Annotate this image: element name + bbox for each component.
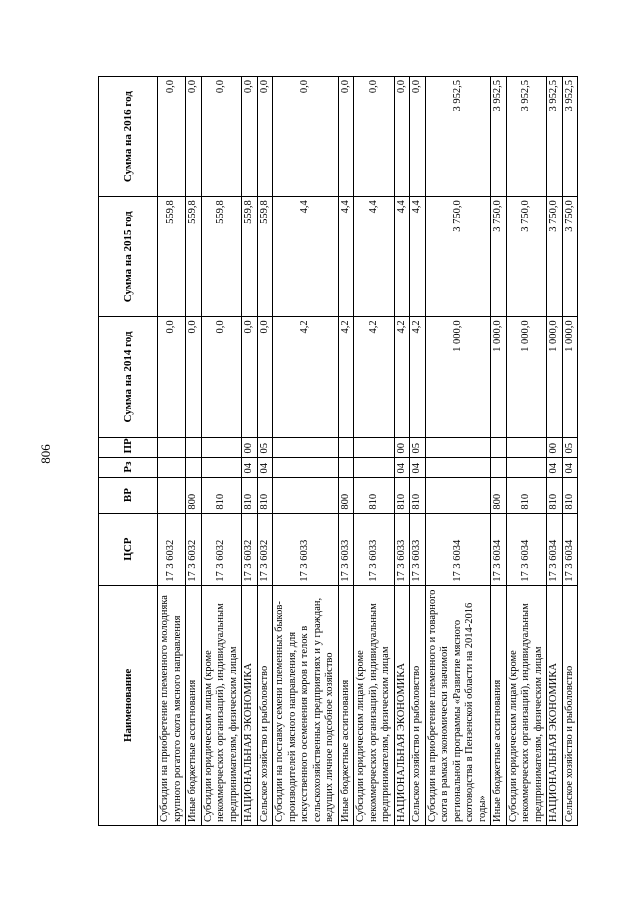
table-row [506, 77, 547, 826]
cell-sum-2015: 559,8 [242, 197, 258, 317]
cell-name: Субсидии юридическим лицам (кроме некоммерческих организаций), индивидуальным предпринимателям, физическим лицам [354, 585, 395, 825]
cell-sum-2015: 3 750,0 [547, 197, 563, 317]
cell-sum-2014: 0,0 [242, 317, 258, 437]
cell-vr: 810 [394, 477, 410, 513]
cell-csr: 17 3 6034 [491, 513, 507, 585]
table-header-row [99, 77, 158, 826]
cell-rz: 04 [410, 457, 426, 477]
cell-csr: 17 3 6033 [273, 513, 339, 585]
header-pr: ПР [99, 437, 158, 457]
cell-csr: 17 3 6033 [410, 513, 426, 585]
cell-sum-2016: 0,0 [186, 77, 202, 197]
cell-vr: 810 [562, 477, 578, 513]
cell-rz [338, 457, 354, 477]
cell-csr: 17 3 6034 [425, 513, 491, 585]
table-row [491, 77, 507, 826]
cell-sum-2015: 4,4 [410, 197, 426, 317]
cell-vr: 810 [547, 477, 563, 513]
cell-pr [273, 437, 339, 457]
cell-sum-2016: 0,0 [273, 77, 339, 197]
header-csr: ЦСР [99, 513, 158, 585]
cell-sum-2016: 0,0 [201, 77, 242, 197]
cell-csr: 17 3 6033 [394, 513, 410, 585]
cell-sum-2015: 3 750,0 [425, 197, 491, 317]
cell-sum-2014: 4,2 [394, 317, 410, 437]
table-row [410, 77, 426, 826]
cell-vr: 810 [506, 477, 547, 513]
cell-sum-2016: 0,0 [242, 77, 258, 197]
cell-name: Субсидии юридическим лицам (кроме некоммерческих организаций), индивидуальным предпринимателям, физическим лицам [506, 585, 547, 825]
cell-name: Сельское хозяйство и рыболовство [257, 585, 273, 825]
cell-vr [158, 477, 186, 513]
cell-sum-2015: 559,8 [201, 197, 242, 317]
cell-sum-2016: 3 952,5 [562, 77, 578, 197]
cell-rz [425, 457, 491, 477]
cell-pr: 00 [242, 437, 258, 457]
cell-name: Иные бюджетные ассигнования [338, 585, 354, 825]
cell-name: НАЦИОНАЛЬНАЯ ЭКОНОМИКА [547, 585, 563, 825]
cell-sum-2015: 3 750,0 [562, 197, 578, 317]
cell-sum-2015: 4,4 [338, 197, 354, 317]
cell-csr: 17 3 6032 [158, 513, 186, 585]
cell-sum-2014: 0,0 [201, 317, 242, 437]
cell-sum-2014: 4,2 [354, 317, 395, 437]
cell-sum-2014: 4,2 [273, 317, 339, 437]
cell-csr: 17 3 6034 [547, 513, 563, 585]
cell-sum-2015: 4,4 [273, 197, 339, 317]
cell-rz [491, 457, 507, 477]
cell-sum-2016: 0,0 [257, 77, 273, 197]
cell-rz: 04 [562, 457, 578, 477]
cell-vr: 810 [201, 477, 242, 513]
cell-pr: 00 [547, 437, 563, 457]
cell-csr: 17 3 6032 [257, 513, 273, 585]
cell-name: НАЦИОНАЛЬНАЯ ЭКОНОМИКА [242, 585, 258, 825]
cell-rz [354, 457, 395, 477]
cell-sum-2016: 3 952,5 [547, 77, 563, 197]
table-row [562, 77, 578, 826]
table-row [394, 77, 410, 826]
cell-csr: 17 3 6034 [562, 513, 578, 585]
table-row [186, 77, 202, 826]
cell-sum-2014: 1 000,0 [547, 317, 563, 437]
cell-sum-2014: 0,0 [158, 317, 186, 437]
table-row [338, 77, 354, 826]
cell-sum-2015: 3 750,0 [491, 197, 507, 317]
cell-sum-2014: 4,2 [338, 317, 354, 437]
cell-vr: 810 [410, 477, 426, 513]
table-body [158, 77, 578, 826]
table-row [158, 77, 186, 826]
cell-pr [201, 437, 242, 457]
cell-name: Субсидии на приобретение племенного молодняка крупного рогатого скота мясного направления [158, 585, 186, 825]
budget-table [98, 76, 578, 826]
header-sum-2016: Сумма на 2016 год [99, 77, 158, 197]
cell-rz: 04 [394, 457, 410, 477]
cell-csr: 17 3 6032 [186, 513, 202, 585]
cell-pr: 05 [410, 437, 426, 457]
cell-pr [425, 437, 491, 457]
page-number: 806 [38, 444, 53, 464]
table-row [425, 77, 491, 826]
cell-sum-2014: 0,0 [257, 317, 273, 437]
header-name: Наименование [99, 585, 158, 825]
cell-csr: 17 3 6033 [338, 513, 354, 585]
cell-name: Сельское хозяйство и рыболовство [410, 585, 426, 825]
cell-sum-2015: 3 750,0 [506, 197, 547, 317]
table-row [354, 77, 395, 826]
cell-sum-2014: 0,0 [186, 317, 202, 437]
cell-pr: 05 [257, 437, 273, 457]
cell-rz [273, 457, 339, 477]
cell-sum-2015: 559,8 [186, 197, 202, 317]
cell-name: Субсидии на поставку семени племенных быков-производителей мясного направления, для искусственного осеменения коров и телок в сельскохозяйственных предприятиях и у граждан, ведущих личное подсобное хозяйство [273, 585, 339, 825]
table-row [273, 77, 339, 826]
cell-rz: 04 [242, 457, 258, 477]
cell-vr: 810 [242, 477, 258, 513]
cell-vr [425, 477, 491, 513]
cell-name: Субсидии юридическим лицам (кроме некоммерческих организаций), индивидуальным предпринимателям, физическим лицам [201, 585, 242, 825]
cell-csr: 17 3 6032 [201, 513, 242, 585]
header-rz: Рз [99, 457, 158, 477]
cell-sum-2016: 3 952,5 [506, 77, 547, 197]
table-row [242, 77, 258, 826]
cell-sum-2014: 1 000,0 [506, 317, 547, 437]
cell-sum-2016: 0,0 [338, 77, 354, 197]
cell-pr [186, 437, 202, 457]
cell-pr [491, 437, 507, 457]
cell-rz [506, 457, 547, 477]
cell-sum-2015: 559,8 [257, 197, 273, 317]
cell-rz [201, 457, 242, 477]
cell-sum-2014: 1 000,0 [425, 317, 491, 437]
table-row [201, 77, 242, 826]
cell-name: НАЦИОНАЛЬНАЯ ЭКОНОМИКА [394, 585, 410, 825]
cell-vr: 800 [338, 477, 354, 513]
cell-pr [506, 437, 547, 457]
cell-csr: 17 3 6034 [506, 513, 547, 585]
budget-table-container [98, 76, 575, 826]
cell-csr: 17 3 6033 [354, 513, 395, 585]
cell-vr [273, 477, 339, 513]
header-sum-2015: Сумма на 2015 год [99, 197, 158, 317]
cell-name: Иные бюджетные ассигнования [491, 585, 507, 825]
cell-vr: 800 [491, 477, 507, 513]
cell-sum-2016: 0,0 [394, 77, 410, 197]
header-vr: ВР [99, 477, 158, 513]
cell-rz: 04 [257, 457, 273, 477]
cell-vr: 800 [186, 477, 202, 513]
table-row [547, 77, 563, 826]
cell-sum-2014: 4,2 [410, 317, 426, 437]
cell-sum-2016: 0,0 [354, 77, 395, 197]
cell-sum-2015: 4,4 [354, 197, 395, 317]
cell-name: Сельское хозяйство и рыболовство [562, 585, 578, 825]
cell-pr: 05 [562, 437, 578, 457]
cell-sum-2016: 3 952,5 [491, 77, 507, 197]
header-sum-2014: Сумма на 2014 год [99, 317, 158, 437]
cell-vr: 810 [354, 477, 395, 513]
cell-sum-2015: 4,4 [394, 197, 410, 317]
cell-name: Иные бюджетные ассигнования [186, 585, 202, 825]
cell-sum-2015: 559,8 [158, 197, 186, 317]
cell-pr [338, 437, 354, 457]
cell-pr [158, 437, 186, 457]
cell-sum-2016: 0,0 [158, 77, 186, 197]
cell-vr: 810 [257, 477, 273, 513]
cell-rz [186, 457, 202, 477]
cell-rz [158, 457, 186, 477]
cell-name: Субсидии на приобретение племенного и товарного скота в рамках экономически значимой региональной программы «Развитие мясного скотоводства в Пензенской области на 2014-2016 годы» [425, 585, 491, 825]
cell-rz: 04 [547, 457, 563, 477]
cell-csr: 17 3 6032 [242, 513, 258, 585]
cell-sum-2016: 3 952,5 [425, 77, 491, 197]
cell-pr [354, 437, 395, 457]
cell-sum-2014: 1 000,0 [562, 317, 578, 437]
cell-sum-2016: 0,0 [410, 77, 426, 197]
table-row [257, 77, 273, 826]
cell-pr: 00 [394, 437, 410, 457]
cell-sum-2014: 1 000,0 [491, 317, 507, 437]
